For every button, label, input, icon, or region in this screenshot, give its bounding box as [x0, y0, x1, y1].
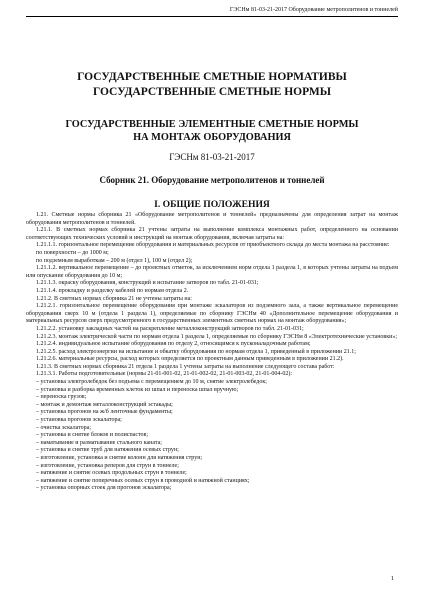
main-title-line-1: ГОСУДАРСТВЕННЫЕ СМЕТНЫЕ НОРМАТИВЫ — [77, 71, 347, 83]
paragraph: 1.21.3. В сметных нормах сборника 21 отдела 1 раздела 1 учтены затраты на выполнение следующего состава работ: — [36, 363, 335, 370]
subtitle-line-1: ГОСУДАРСТВЕННЫЕ ЭЛЕМЕНТНЫЕ СМЕТНЫЕ НОРМЫ — [65, 119, 359, 130]
header-rule — [26, 16, 398, 17]
list-item: – изготовление, установка и снятие колонн для натяжения струн; — [36, 455, 203, 461]
paragraph: 1.21.3.1. Работы подготовительные (нормы 21-01-001-02, 21-01-002-02, 21-01-003-02, 21-01-004-02): — [36, 371, 293, 378]
paragraph: 1.21.2.5. расход электроэнергии на испытание и обкатку оборудования по нормам отдела 1, приведенный в приложении 21.1; — [36, 348, 356, 355]
list-item: – установка опорных стоек для прогонов эскалатора; — [36, 485, 172, 492]
document-code: ГЭСНм 81-03-21-2017 — [169, 152, 255, 162]
paragraph: по подземным выработкам – 200 м (отдел 1), 100 м (отдел 2); — [36, 257, 193, 264]
paragraph: 1.21.1.4. прокладку и разделку кабелей по нормам отдела 2. — [36, 287, 189, 294]
list-item: – установка и разборка временных клеток из шпал и перенoска шпал вручную; — [36, 386, 239, 393]
list-item: – натяжение и снятие поперечных осевых струн в проводной и натяжной станциях; — [36, 477, 250, 484]
paragraph: 1.21. Сметные нормы сборника 21 «Оборудование метрополитенов и тоннелей» предназначены для определения затрат на монтаж оборудования метрополитенов и тоннелей. — [26, 212, 398, 226]
list-item: – переноска грузов; — [36, 394, 87, 401]
main-title-line-2: ГОСУДАРСТВЕННЫЕ СМЕТНЫЕ НОРМЫ — [92, 86, 332, 98]
paragraph: 1.21.1. В сметных нормах сборника 21 учтены затраты на выполнение комплекса монтажных работ, определенного на основании соответствующих технических условий и инструкций на монтаж оборудования, включая затраты на: — [26, 227, 398, 241]
list-item: – установка прогонов эскалатора; — [36, 417, 122, 424]
paragraph: 1.21.1.2. вертикальное перемещение – до проектных отметок, за исключением норм отдела 1 раздела 1, в которых учтены затраты на подъем или опускание оборудования до 10 м; — [26, 265, 398, 279]
paragraph: 1.21.2.3. монтаж электрической части по нормам отдела 1 раздела 1, определяемые по сборнику ГЭСНм 8 «Электротехнические установки»; — [36, 333, 398, 340]
paragraph: 1.21.1.1. горизонтальное перемещение оборудования и материальных ресурсов от приобъектного склада до места монтажа на расстояние: — [36, 242, 390, 249]
paragraph: по поверхности – до 1000 м; — [36, 249, 109, 256]
list-item: – установка прогонов на ж/б ленточные фундаменты; — [36, 409, 173, 416]
paragraph: 1.21.2.4. индивидуальное испытание оборудования по отделу 2, относящимся к пусконаладочным работам; — [36, 341, 311, 348]
list-item: – установка и снятие труб для натяжения осевых струн; — [36, 447, 179, 454]
paragraph: 1.21.2.6. материальные ресурсы, расход которых определяется по проектным данным приведенным в приложении 21.2). — [36, 356, 344, 363]
subtitle-line-2: НА МОНТАЖ ОБОРУДОВАНИЯ — [133, 132, 291, 143]
list-item: – изготовление, установка реперов для струн в тоннеле; — [36, 462, 179, 469]
list-item: – очистка эскалатора; — [36, 424, 91, 431]
document-body — [26, 212, 398, 493]
running-header: ГЭСНм 81-03-21-2017 Оборудование метрополитенов и тоннелей — [229, 7, 398, 13]
list-item: – наматывание и разматывание стального каната; — [36, 439, 162, 446]
page-number: 1 — [390, 575, 394, 582]
collection-title: Сборник 21. Оборудование метрополитенов и тоннелей — [99, 175, 325, 185]
paragraph: 1.21.2.1. горизонтальное перемещение оборудования при монтаже эскалаторов из подземного зала, а также вертикальное перемещение оборудования сверх 10 м (отдела 1 раздела 1), определяемые по сборнику ГЭСНм 40 «Дополнительное перемещение оборудования и материальных ресурсов сверх предусмотренного в государственных элементных сметных нормах на монтаж оборудования»; — [26, 303, 398, 325]
list-item: – натяжение и снятие осевых продольных струн в тоннеле; — [36, 470, 187, 477]
list-item: – монтаж и демонтаж металлоконструкций эстакады; — [36, 401, 173, 408]
list-item: – установка и снятие блоков и полиспастов; — [36, 432, 149, 439]
main-title — [0, 70, 424, 100]
paragraph: 1.21.2. В сметных нормах сборника 21 не учтены затраты на: — [36, 295, 192, 302]
subtitle — [0, 118, 424, 144]
paragraph: 1.21.1.3. окраску оборудования, конструкций и испытание затворов по табл. 21-01-031; — [36, 280, 259, 287]
section-title: I. ОБЩИЕ ПОЛОЖЕНИЯ — [154, 199, 270, 210]
list-item: – установка электролебедок без подъема с перемещением до 10 м, снятие электролебедок; — [36, 379, 267, 386]
paragraph: 1.21.2.2. установку закладных частей на раскрепление металлоконструкций затворов по табл. 21-01-031; — [36, 325, 304, 332]
